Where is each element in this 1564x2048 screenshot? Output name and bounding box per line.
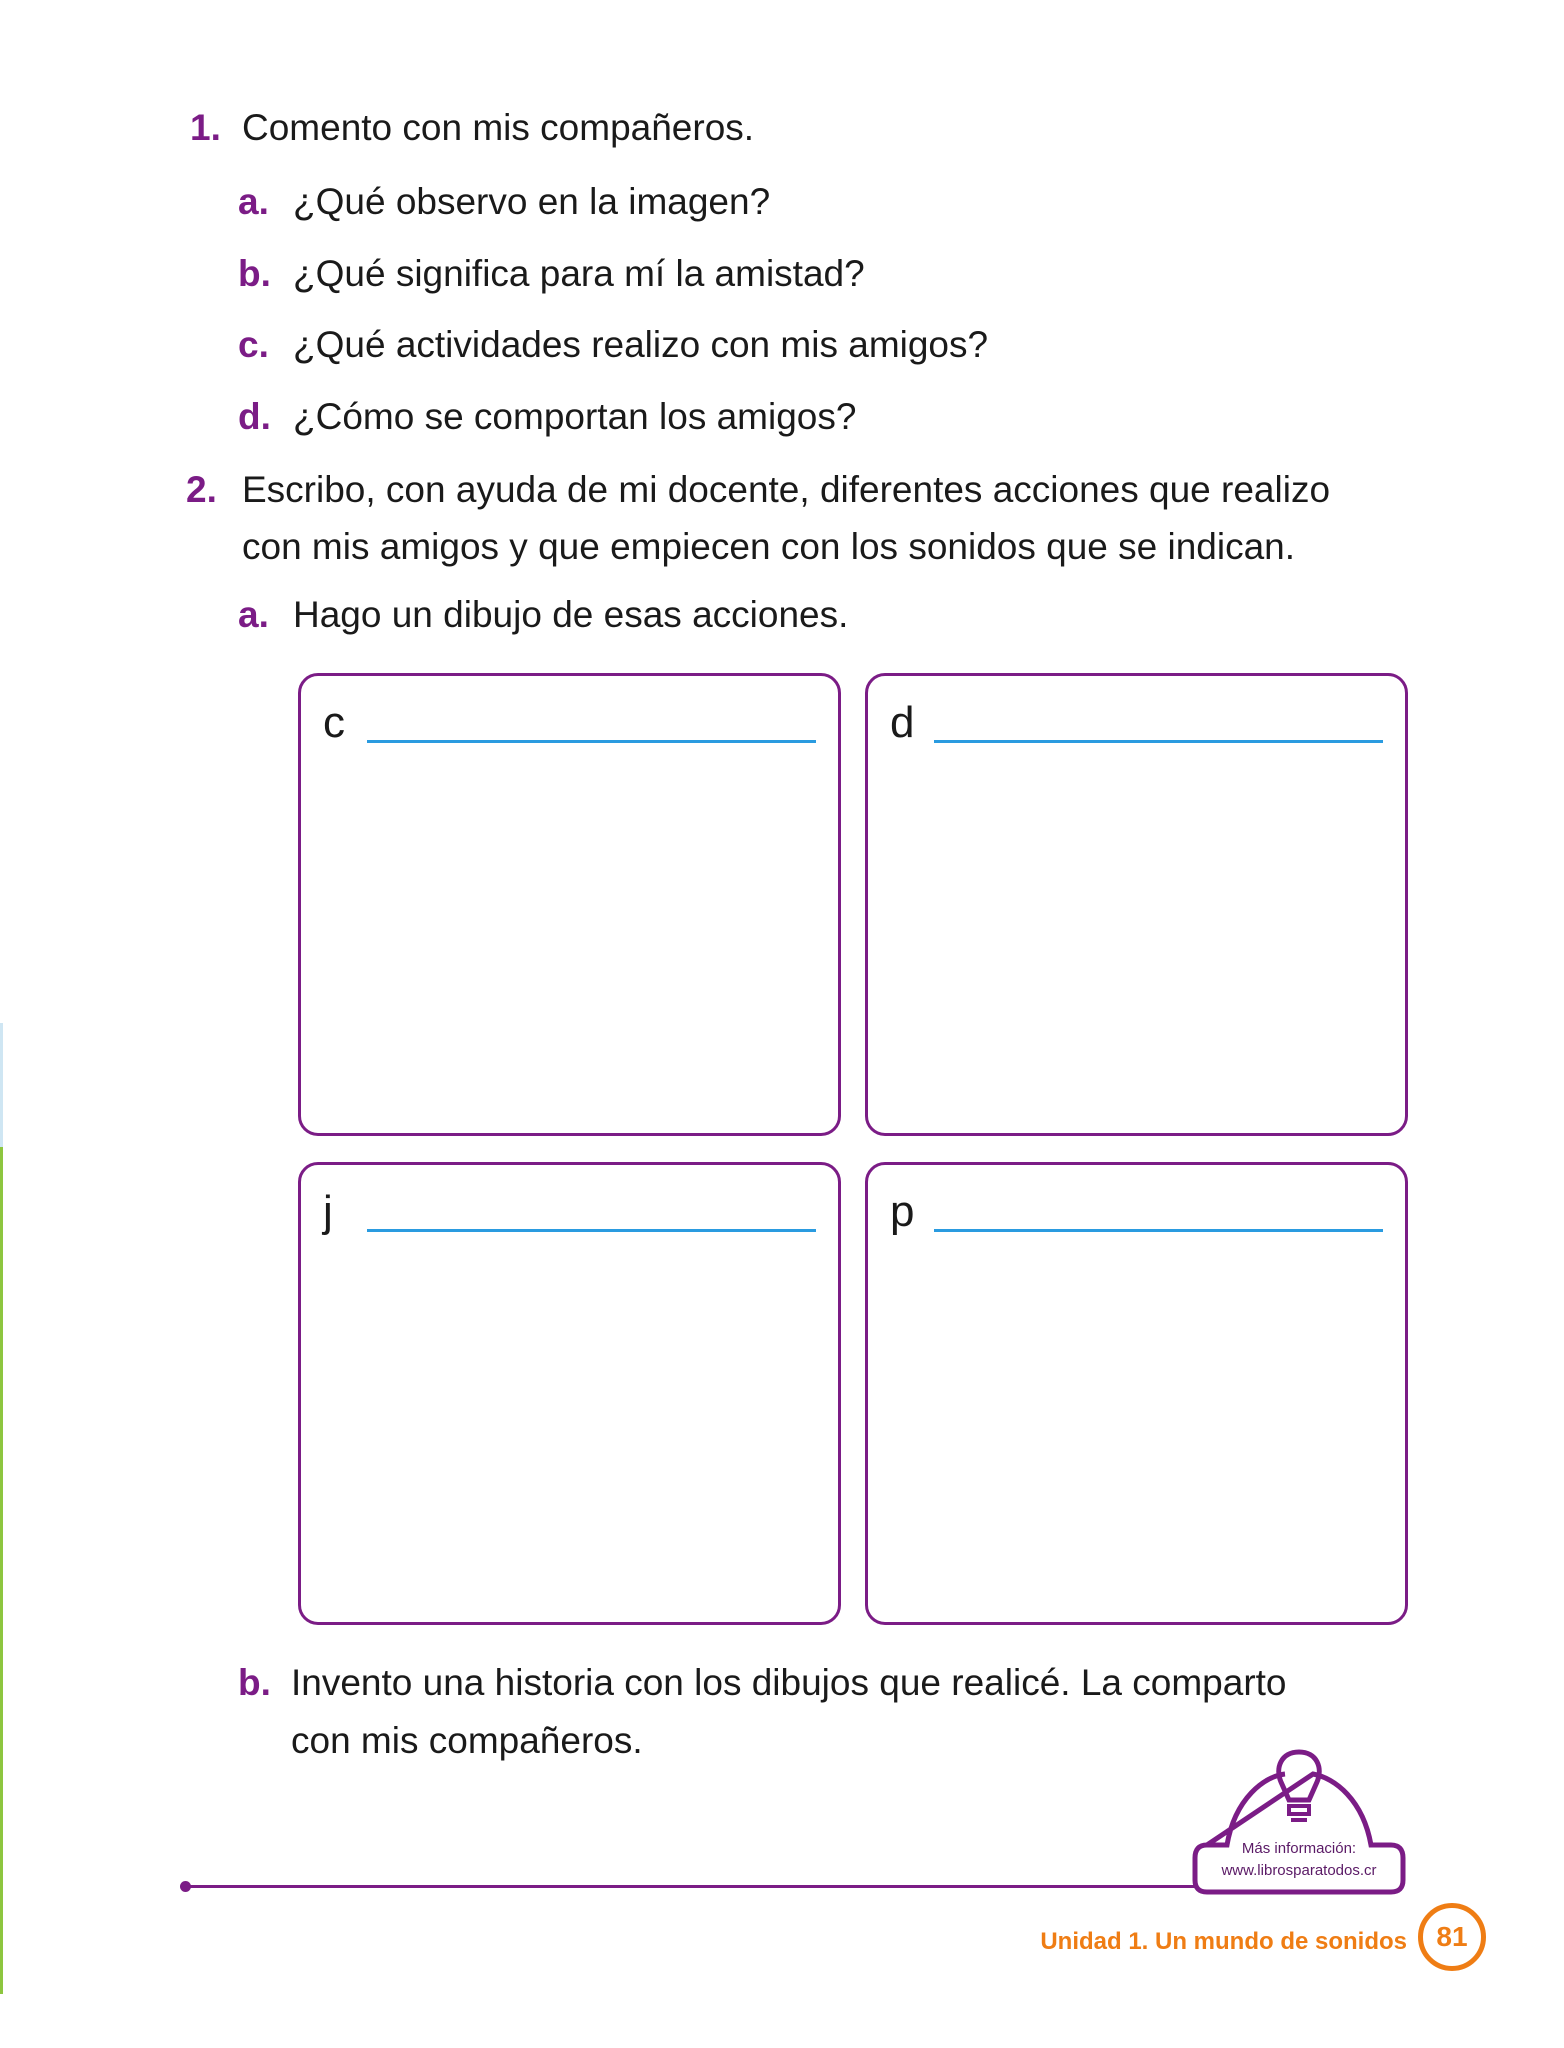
q2-b-line1: Invento una historia con los dibujos que realicé. La comparto	[291, 1662, 1287, 1703]
drawing-box-d[interactable]	[865, 673, 1408, 1136]
q1-a-label: a.	[238, 181, 269, 222]
q1-a-text: ¿Qué observo en la imagen?	[293, 181, 771, 222]
edge-strip-blue	[0, 1023, 3, 1147]
unit-title: Unidad 1. Un mundo de sonidos	[1040, 1928, 1407, 1955]
q1-d-label: d.	[238, 396, 271, 437]
question-2-number: 2.	[186, 469, 217, 510]
page-number-badge	[1418, 1903, 1486, 1971]
question-2-line1: Escribo, con ayuda de mi docente, diferentes acciones que realizo	[242, 469, 1331, 510]
q1-b-text: ¿Qué significa para mí la amistad?	[293, 253, 865, 294]
drawing-box-p[interactable]	[865, 1162, 1408, 1625]
write-line[interactable]	[367, 740, 816, 743]
q1-c-label: c.	[238, 324, 269, 365]
question-2-line2: con mis amigos y que empiecen con los sonidos que se indican.	[242, 526, 1296, 567]
box-letter: d	[890, 698, 915, 747]
drawing-box-j[interactable]	[298, 1162, 841, 1625]
q2-a-label: a.	[238, 594, 269, 635]
write-line[interactable]	[367, 1229, 816, 1232]
drawing-box-c[interactable]	[298, 673, 841, 1136]
q1-b-label: b.	[238, 253, 271, 294]
edge-strip-green	[0, 1147, 3, 1994]
box-letter: j	[323, 1187, 333, 1236]
q1-c-text: ¿Qué actividades realizo con mis amigos?	[293, 324, 989, 365]
q2-b-label: b.	[238, 1662, 271, 1703]
q1-d-text: ¿Cómo se comportan los amigos?	[293, 396, 857, 437]
box-letter: p	[890, 1187, 915, 1236]
info-title: Más información:	[1241, 1840, 1357, 1857]
box-letter: c	[323, 698, 345, 747]
write-line[interactable]	[934, 1229, 1383, 1232]
q2-a-text: Hago un dibujo de esas acciones.	[293, 594, 849, 635]
info-url[interactable]: www.librosparatodos.cr	[1221, 1862, 1377, 1879]
bottom-rule	[186, 1885, 1196, 1888]
page-number: 81	[1436, 1921, 1468, 1952]
q2-b-line2: con mis compañeros.	[291, 1720, 643, 1761]
question-1-text: Comento con mis compañeros.	[242, 107, 755, 148]
question-1-number: 1.	[190, 107, 221, 148]
write-line[interactable]	[934, 740, 1383, 743]
